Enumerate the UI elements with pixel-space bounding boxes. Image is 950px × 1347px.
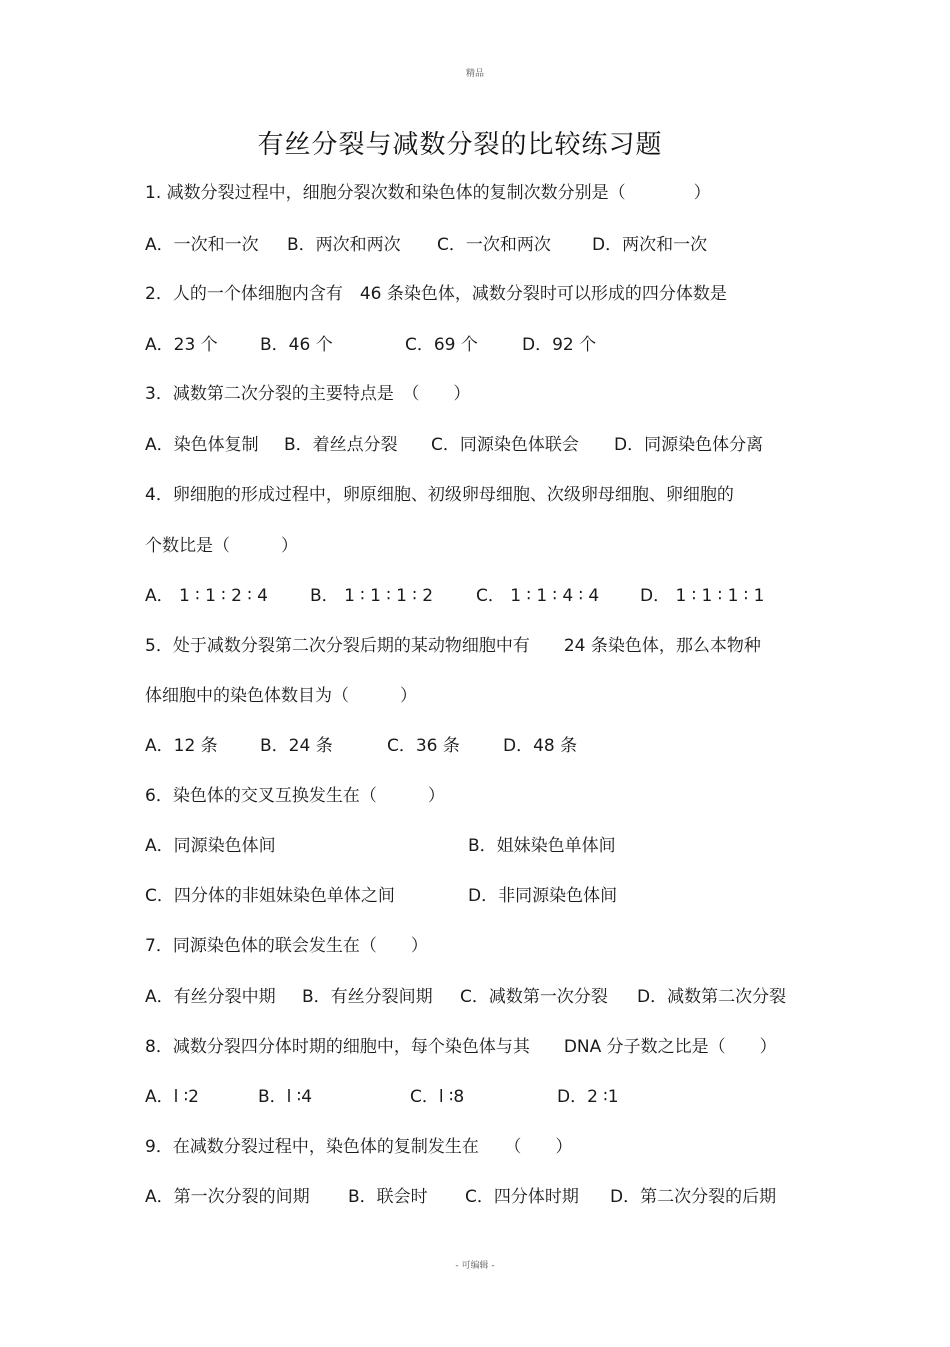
- question-8-option-a: A．l ∶2: [145, 1087, 199, 1107]
- question-1-option-d: D．两次和一次: [592, 235, 708, 255]
- question-5-option-a: A．12 条: [145, 736, 218, 756]
- question-3-option-c: C．同源染色体联会: [431, 435, 579, 455]
- question-8-option-d: D．2 ∶1: [557, 1087, 619, 1107]
- question-1-option-c: C．一次和两次: [437, 235, 551, 255]
- question-4-option-d: D． 1 ∶ 1 ∶ 1 ∶ 1: [640, 586, 765, 606]
- question-5-option-c: C．36 条: [387, 736, 460, 756]
- question-2-option-b: B．46 个: [260, 335, 333, 355]
- question-6-option-d: D．非同源染色体间: [468, 886, 618, 906]
- question-1-stem: 1. 减数分裂过程中，细胞分裂次数和染色体的复制次数分别是（ ）: [145, 183, 711, 203]
- question-6-option-b: B．姐妹染色单体间: [468, 836, 616, 856]
- question-2-option-a: A．23 个: [145, 335, 218, 355]
- question-6-option-a: A．同源染色体间: [145, 836, 276, 856]
- question-3-option-d: D．同源染色体分离: [614, 435, 764, 455]
- question-3-option-b: B．着丝点分裂: [284, 435, 398, 455]
- question-4-option-b: B． 1 ∶ 1 ∶ 1 ∶ 2: [310, 586, 434, 606]
- question-5-stem: 5．处于减数分裂第二次分裂后期的某动物细胞中有 24 条染色体，那么本物种: [145, 636, 761, 656]
- question-7-option-d: D．减数第二次分裂: [637, 987, 787, 1007]
- page-title: 有丝分裂与减数分裂的比较练习题: [257, 130, 663, 160]
- question-8-option-c: C．l ∶8: [410, 1087, 465, 1107]
- question-9-option-c: C．四分体时期: [465, 1187, 579, 1207]
- question-5-option-d: D．48 条: [503, 736, 578, 756]
- question-2-option-c: C．69 个: [405, 335, 478, 355]
- question-8-stem: 8．减数分裂四分体时期的细胞中，每个染色体与其 DNA 分子数之比是（ ）: [145, 1037, 777, 1057]
- question-4-option-c: C． 1 ∶ 1 ∶ 4 ∶ 4: [476, 586, 600, 606]
- question-2-stem: 2．人的一个体细胞内含有 46 条染色体，减数分裂时可以形成的四分体数是: [145, 284, 727, 304]
- question-8-option-b: B．l ∶4: [258, 1087, 313, 1107]
- question-9-option-b: B．联会时: [348, 1187, 428, 1207]
- question-5-option-b: B．24 条: [260, 736, 333, 756]
- question-7-option-a: A．有丝分裂中期: [145, 987, 276, 1007]
- question-3-option-a: A．染色体复制: [145, 435, 259, 455]
- question-7-option-b: B．有丝分裂间期: [302, 987, 433, 1007]
- page-footer: - 可编辑 -: [455, 1261, 495, 1271]
- question-4-stem: 4．卵细胞的形成过程中，卵原细胞、初级卵母细胞、次级卵母细胞、卵细胞的: [145, 485, 734, 505]
- question-3-stem: 3．减数第二次分裂的主要特点是 （ ）: [145, 384, 471, 404]
- page-header: 精品: [465, 69, 484, 79]
- question-9-option-a: A．第一次分裂的间期: [145, 1187, 310, 1207]
- question-2-option-d: D．92 个: [522, 335, 597, 355]
- question-9-stem: 9．在减数分裂过程中，染色体的复制发生在 （ ）: [145, 1137, 573, 1157]
- question-9-option-d: D．第二次分裂的后期: [610, 1187, 777, 1207]
- question-6-stem: 6．染色体的交叉互换发生在（ ）: [145, 786, 445, 806]
- question-4-stem-continued: 个数比是（ ）: [145, 536, 298, 556]
- question-4-option-a: A． 1 ∶ 1 ∶ 2 ∶ 4: [145, 586, 268, 606]
- question-5-stem-continued: 体细胞中的染色体数目为（ ）: [145, 686, 417, 706]
- question-7-option-c: C．减数第一次分裂: [460, 987, 608, 1007]
- question-1-option-b: B．两次和两次: [287, 235, 401, 255]
- question-6-option-c: C．四分体的非姐妹染色单体之间: [145, 886, 395, 906]
- question-1-option-a: A．一次和一次: [145, 235, 259, 255]
- question-7-stem: 7．同源染色体的联会发生在（ ）: [145, 936, 428, 956]
